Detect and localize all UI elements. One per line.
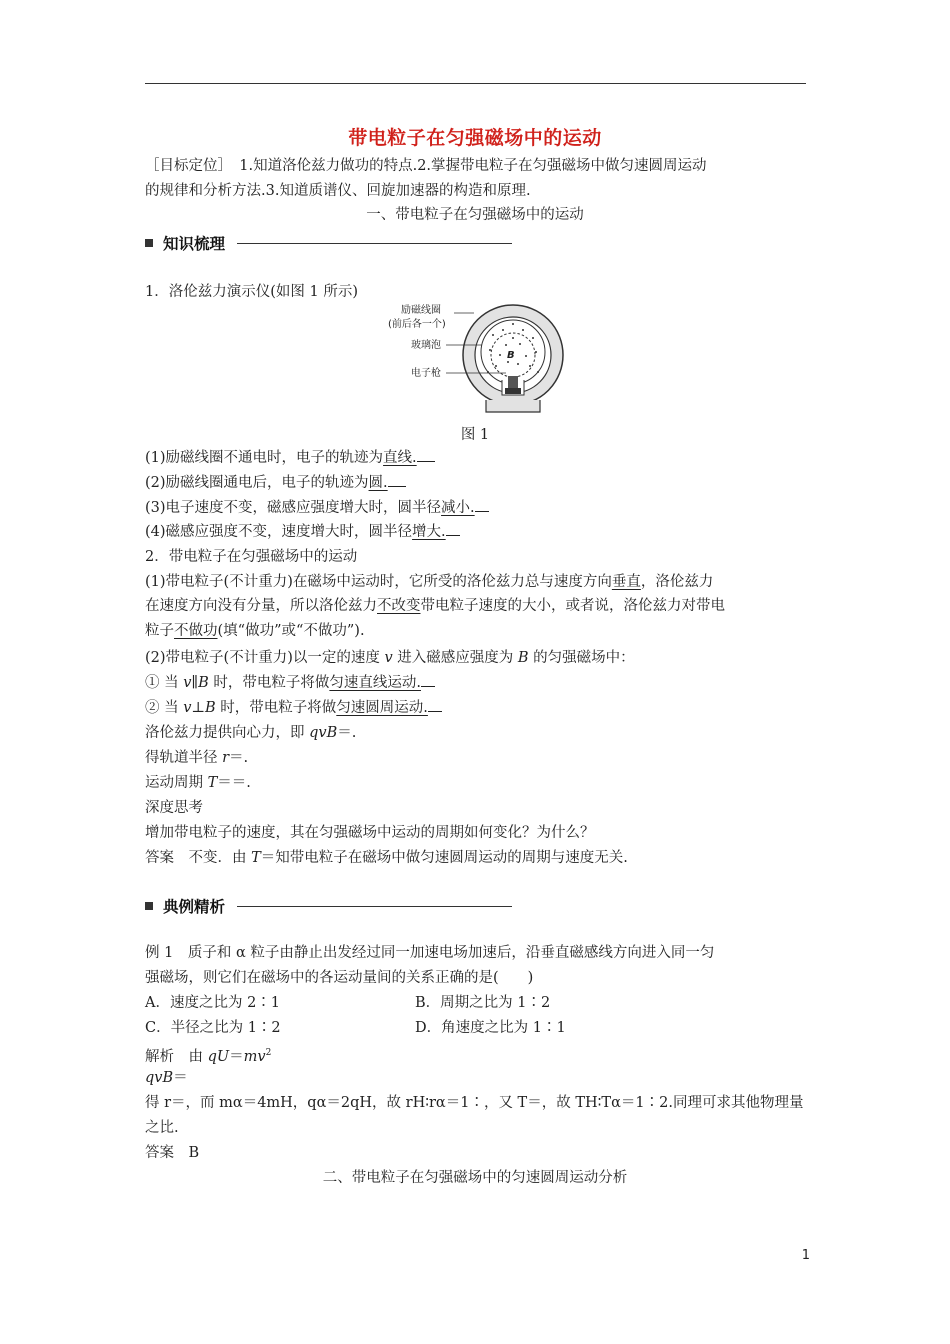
deep-thinking-question: 增加带电粒子的速度，其在匀强磁场中运动的周期如何变化？为什么？	[145, 825, 595, 841]
section-knowledge	[145, 231, 512, 255]
label-coil-note: (前后各一个)	[388, 319, 446, 330]
deep-thinking-answer: 答案 不变．由 T＝知带电粒子在磁场中做匀速圆周运动的周期与速度无关.	[145, 850, 628, 866]
formula-period: 运动周期 T＝＝.	[145, 775, 251, 791]
example-line-1: 例 1 质子和 α 粒子由静止出发经过同一加速电场加速后，沿垂直磁感线方向进入同一匀	[145, 945, 715, 961]
solution-line-3: 得 r＝，而 mα＝4mH，qα＝2qH，故 rH∶rα＝1∶，又 T＝，故 TH∶Tα＝1∶2.同理可求其他物理量	[145, 1095, 804, 1111]
case-2: ② 当 v⊥B 时，带电粒子将做匀速圆周运动.	[145, 696, 810, 720]
item-2: 2．带电粒子在匀强磁场中的运动	[145, 549, 358, 565]
goals-line-2: 的规律和分析方法.3.知道质谱仪、回旋加速器的构造和原理.	[145, 183, 531, 199]
label-gun: 电子枪	[411, 368, 441, 379]
lorentz-apparatus-figure	[378, 300, 588, 416]
answer-blank: 减小.	[441, 500, 475, 516]
solution-line-4: 之比.	[145, 1120, 179, 1136]
q1-line-1: (1)带电粒子(不计重力)在磁场中运动时，它所受的洛伦兹力总与速度方向垂直，洛伦兹力	[145, 574, 714, 590]
case-1: ① 当 v∥B 时，带电粒子将做匀速直线运动.	[145, 671, 810, 695]
option-c: C．半径之比为 1∶2	[145, 1020, 281, 1036]
q1-line-2: 在速度方向没有分量，所以洛伦兹力不改变带电粒子速度的大小，或者说，洛伦兹力对带电	[145, 598, 725, 614]
label-B: B	[507, 350, 515, 361]
example-line-2: 强磁场，则它们在磁场中的各运动量间的关系正确的是( )	[145, 970, 534, 986]
option-d: D．角速度之比为 1∶1	[415, 1020, 566, 1036]
page-number: 1	[801, 1248, 810, 1263]
solution-line-1: 解析 由 $qU=mv^2$	[145, 1048, 272, 1065]
point-4: (4)磁感应强度不变，速度增大时，圆半径增大.	[145, 520, 810, 544]
point-1: (1)励磁线圈不通电时，电子的轨迹为直线.	[145, 446, 810, 470]
point-3: (3)电子速度不变，磁感应强度增大时，圆半径减小.	[145, 496, 810, 520]
deep-thinking-label: 深度思考	[145, 800, 203, 816]
label-bulb: 玻璃泡	[411, 340, 441, 351]
example-answer: 答案 B	[145, 1145, 200, 1161]
answer-blank: 增大.	[412, 524, 446, 540]
section-square-icon	[145, 239, 153, 247]
part1-heading: 一、带电粒子在匀强磁场中的运动	[366, 207, 584, 223]
figure-caption: 图 1	[460, 427, 490, 443]
section-examples	[145, 894, 512, 918]
item-1: 1．洛伦兹力演示仪(如图 1 所示)	[145, 284, 358, 300]
header-rule	[145, 83, 806, 84]
goals-line-1: ［目标定位］ 1.知道洛伦兹力做功的特点.2.掌握带电粒子在匀强磁场中做匀速圆周运动	[145, 158, 707, 174]
part2-heading: 二、带电粒子在匀强磁场中的匀速圆周运动分析	[322, 1170, 628, 1186]
label-coil: 励磁线圈	[401, 305, 441, 316]
solution-line-2: qvB＝	[145, 1070, 188, 1086]
section-square-icon	[145, 902, 153, 910]
option-a: A．速度之比为 2∶1	[145, 995, 281, 1011]
formula-radius: 得轨道半径 r＝.	[145, 750, 249, 766]
option-b: B．周期之比为 1∶2	[415, 995, 551, 1011]
section-rule	[237, 243, 512, 244]
q1-line-3: 粒子不做功(填“做功”或“不做功”).	[145, 623, 365, 639]
formula-force: 洛伦兹力提供向心力，即 qvB＝.	[145, 725, 357, 741]
section-title: 知识梳理	[163, 235, 226, 253]
section-title: 典例精析	[163, 898, 226, 916]
point-2: (2)励磁线圈通电后，电子的轨迹为圆.	[145, 471, 810, 495]
answer-blank: 圆.	[368, 475, 388, 491]
q2-line-1: (2)带电粒子(不计重力)以一定的速度 v 进入磁感应强度为 B 的匀强磁场中：	[145, 650, 635, 666]
section-rule	[237, 906, 512, 907]
answer-blank: 直线.	[383, 450, 417, 466]
page-title: 带电粒子在匀强磁场中的运动	[348, 127, 602, 149]
